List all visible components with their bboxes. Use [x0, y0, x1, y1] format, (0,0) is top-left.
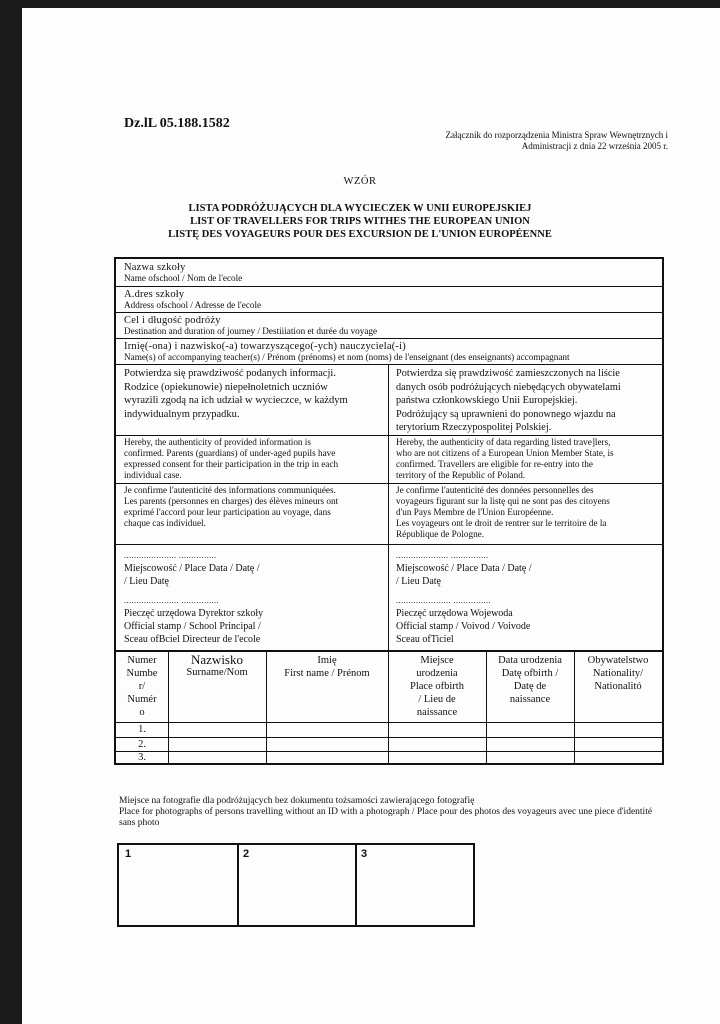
school-address-label: A.dres szkoły: [124, 289, 185, 300]
teachers-label-en-fr: Name(s) of accompanying teacher(s) / Prénom (prénoms) et nom (noms) de l'enseignant (des enseignants) accompagnant: [124, 352, 570, 362]
school-name-label: Nazwa szkoły: [124, 262, 186, 273]
confirmation-split: [388, 364, 389, 650]
destination-label: Cel i długość podróży: [124, 315, 221, 326]
voivode-confirmation-en: Hereby, the authenticity of data regarding listed trave]lers, who are not citizens of a European Union Member State, is confirmed. Travellers are eligible for re-entry into the territory of the Republic of Poland.: [396, 437, 614, 480]
school-confirmation-pl: Potwierdza się prawdziwość podanych informacji. Rodzice (opiekunowie) niepełnoletnich uczniów wyrazili zgodą na ich udział w wycieczce, w każdym indywidualnym przypadku.: [124, 368, 348, 420]
table-row-number: 1.: [138, 724, 146, 735]
form-frame: [114, 257, 664, 765]
school-address-label-en-fr: Address ofschool / Adresse de l'ecole: [124, 300, 262, 310]
header-number: Numer Numbe r/ Numér o: [126, 655, 158, 718]
divider: [116, 483, 388, 484]
header-surname: Nazwisko Surname/Nom: [186, 652, 248, 678]
photo-box-number: 1: [125, 848, 132, 860]
divider: [388, 483, 662, 484]
school-confirmation-fr: Je confirme l'autenticité des informations communiquées. Les parents (personnes en charges) des élèves mineurs ont exprimé l'accord pour leur participation au voyage, dans chaque cas individuel.: [124, 485, 339, 528]
table-row-divider: [116, 737, 662, 738]
journal-reference: Dz.lL 05.188.1582: [124, 116, 230, 131]
divider: [116, 364, 662, 365]
document-title: [0, 202, 720, 241]
scan-border-left: [0, 0, 22, 1024]
divider: [116, 286, 662, 287]
title-polish: LISTA PODRÓŻUJĄCYCH DLA WYCIECZEK W UNII EUROPEJSKIEJ: [188, 203, 532, 214]
school-name-label-en-fr: Name ofschool / Nom de l'ecole: [124, 273, 243, 283]
template-label: WZÓR: [343, 176, 377, 187]
title-french: LISTĘ DES VOYAGEURS POUR DES EXCURSION DE L'UNION EUROPÉENNE: [168, 229, 552, 240]
header-nationality: Obywatelstwo Nationality/ Nationalitó: [587, 655, 649, 692]
photo-box-divider: [237, 845, 239, 925]
annex-note: Załącznik do rozporządzenia Ministra Spraw Wewnętrznych i Administracji z dnia 22 września 2005 r.: [445, 130, 668, 151]
table-row-number: 3.: [138, 752, 146, 763]
header-birthplace: Miejsce urodzenia Place ofbirth / Lieu de naissance: [410, 655, 464, 718]
photo-boxes: [117, 843, 475, 927]
divider: [116, 312, 662, 313]
divider: [116, 338, 662, 339]
photo-note: Miejsce na fotografie dla podróżujących bez dokumentu tożsamości zawierającego fotografię Place for photographs of persons travelling without an ID with a photograph / Place pour des photos des voyageurs avec une piece d'identité sans photo: [119, 796, 653, 828]
school-signature-block: ..................... ............... Miejscowość / Place Data / Datę / / Lieu Datę ...................... ............... Pieczęć urzędowa Dyrektor szkoły Official stamp / School Principal / Sceau ofBciel Directeur de l'ecole: [124, 551, 264, 645]
header-birthdate: Data urodzenia Datę ofbirth / Datę de naissance: [498, 655, 562, 705]
divider: [116, 435, 388, 436]
photo-box-divider: [355, 845, 357, 925]
photo-box-number: 2: [243, 848, 250, 860]
teachers-label: Irnię(-ona) i nazwisko(-a) towarzyszącego(-ych) nauczyciela(-i): [124, 341, 406, 352]
voivode-signature-block: ..................... ............... Miejscowość / Place Data / Datę / / Lieu Datę ...................... ............... Pieczęć urzędowa Wojewoda Official stamp / Voivod / Voivode Sceau ofTiciel: [396, 551, 532, 645]
title-english: LIST OF TRAVELLERS FOR TRIPS WITHES THE EUROPEAN UNION: [190, 216, 530, 227]
voivode-confirmation-pl: Potwierdza się prawdziwość zamieszczonych na liście danych osób podróżujących niebędących obywatelami państwa członkowskiego Unii Europejskiej. Podróżujący są uprawnieni do ponownego wjazdu na terytorium Rzeczypospolitej Polskiej.: [396, 368, 621, 433]
divider: [388, 435, 662, 436]
header-first-name: Imię First name / Prénom: [284, 655, 370, 679]
divider: [116, 544, 662, 545]
voivode-confirmation-fr: Je confirme l'autenticité des données personnelles des voyageurs figurant sur la listę qui ne sont pas des citoyens d'un Pays Membre de l'Union Européenne. Les voyageurs ont le droit de rentrer sur le territoire de la République de Pologne.: [396, 485, 610, 539]
table-row-divider: [116, 751, 662, 752]
table-row-divider: [116, 722, 662, 723]
destination-label-en-fr: Destination and duration of journey / Destiiiation et durée du voyage: [124, 326, 378, 336]
table-row-number: 2.: [138, 739, 146, 750]
school-confirmation-en: Hereby, the authenticity of provided information is confirmed. Parents (guardians) of under-aged pupils have expressed consent for their participation in the trip in each individual case.: [124, 437, 339, 480]
scan-border-top: [0, 0, 720, 8]
photo-box-number: 3: [361, 848, 368, 860]
